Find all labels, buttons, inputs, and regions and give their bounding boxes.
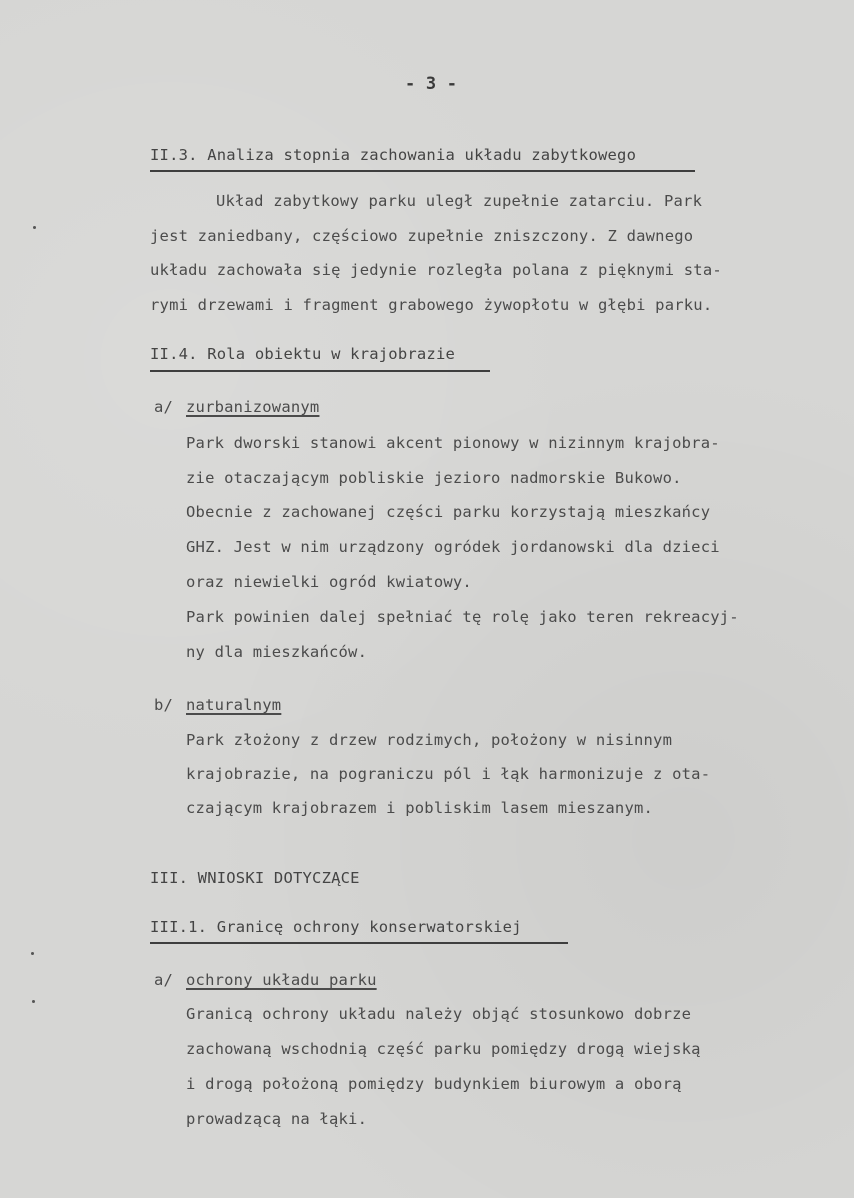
heading-underline-2-3 — [150, 170, 695, 172]
scan-speck — [32, 1000, 35, 1003]
text-line: czającym krajobrazem i pobliskim lasem mieszanym. — [186, 799, 654, 817]
text-line: oraz niewielki ogród kwiatowy. — [186, 573, 472, 591]
scan-speck — [31, 952, 34, 955]
subsection-title-zurbanizowanym: zurbanizowanym — [186, 398, 320, 416]
text-line: układu zachowała się jedynie rozległa polana z pięknymi sta- — [150, 261, 722, 279]
scan-speck — [33, 226, 36, 229]
text-line: Układ zabytkowy parku uległ zupełnie zatarciu. Park — [216, 192, 703, 210]
list-marker-a: a/ — [154, 971, 174, 989]
list-marker-a: a/ — [154, 398, 174, 416]
text-line: i drogą położoną pomiędzy budynkiem biurowym a oborą — [186, 1075, 682, 1093]
section-heading-3: III. WNIOSKI DOTYCZĄCE — [150, 869, 360, 887]
text-line: jest zaniedbany, częściowo zupełnie zniszczony. Z dawnego — [150, 227, 694, 245]
text-line: prowadzącą na łąki. — [186, 1110, 368, 1128]
text-line: zachowaną wschodnią część parku pomiędzy drogą wiejską — [186, 1040, 701, 1058]
text-line: zie otaczającym pobliskie jezioro nadmorskie Bukowo. — [186, 469, 682, 487]
text-line: Obecnie z zachowanej części parku korzystają mieszkańcy — [186, 503, 711, 521]
text-line: Park złożony z drzew rodzimych, położony w nisinnym — [186, 731, 673, 749]
list-marker-b: b/ — [154, 696, 174, 714]
heading-underline-3-1 — [150, 942, 568, 944]
section-heading-3-1: III.1. Granicę ochrony konserwatorskiej — [150, 918, 522, 936]
page-number: - 3 - — [405, 74, 458, 94]
text-line: krajobrazie, na pograniczu pól i łąk harmonizuje z ota- — [186, 765, 711, 783]
subsection-title-naturalnym: naturalnym — [186, 696, 282, 714]
text-line: Granicą ochrony układu należy objąć stosunkowo dobrze — [186, 1005, 692, 1023]
heading-underline-2-4 — [150, 370, 490, 372]
text-line: rymi drzewami i fragment grabowego żywopłotu w głębi parku. — [150, 296, 713, 314]
text-line: Park dworski stanowi akcent pionowy w nizinnym krajobra- — [186, 434, 720, 452]
section-heading-2-3: II.3. Analiza stopnia zachowania układu zabytkowego — [150, 146, 637, 164]
subsection-title-ochrony-ukladu-parku: ochrony układu parku — [186, 971, 377, 989]
text-line: GHZ. Jest w nim urządzony ogródek jordanowski dla dzieci — [186, 538, 720, 556]
section-heading-2-4: II.4. Rola obiektu w krajobrazie — [150, 345, 456, 363]
text-line: Park powinien dalej spełniać tę rolę jako teren rekreacyj- — [186, 608, 739, 626]
text-line: ny dla mieszkańców. — [186, 643, 368, 661]
